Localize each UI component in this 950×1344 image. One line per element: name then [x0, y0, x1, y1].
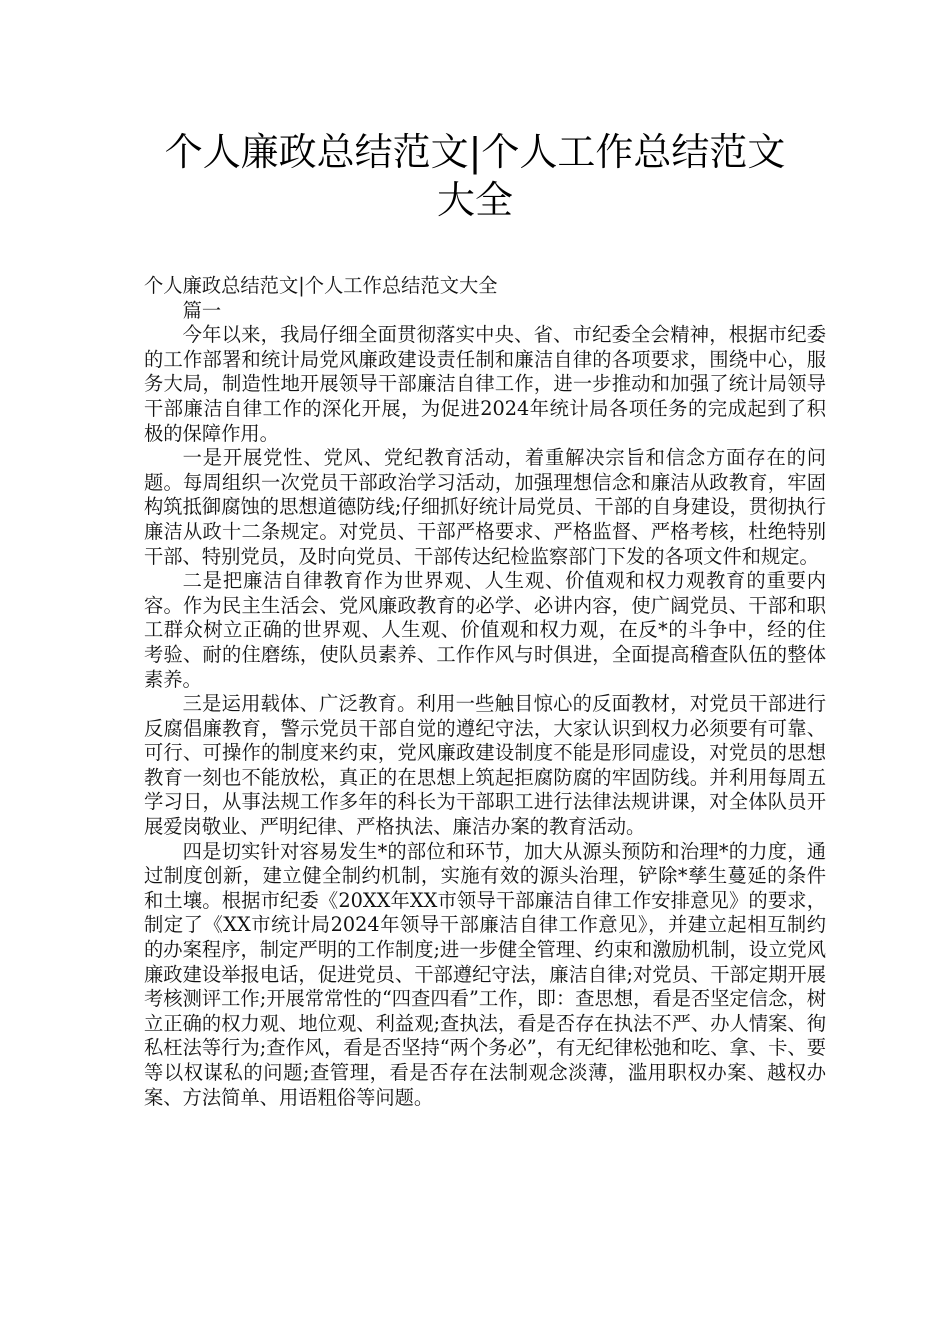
- paragraph-3: 二是把廉洁自律教育作为世界观、人生观、价值观和权力观教育的重要内容。作为民主生活会、党风廉政教育的必学、必讲内容，使广阔党员、干部和职工群众树立正确的世界观、人生观、价值观和权力观，在反*的斗争中，经的住考验、耐的住磨练，使队员素养、工作作风与时俱进，全面提高稽查队伍的整体素养。: [144, 569, 826, 691]
- section-label: 篇一: [182, 298, 222, 322]
- document-body: [144, 274, 826, 1110]
- title-line-2: 大全: [436, 178, 513, 222]
- paragraph-5: 四是切实针对容易发生*的部位和环节，加大从源头预防和治理*的力度，通过制度创新，建立健全制约机制，实施有效的源头治理，铲除*孳生蔓延的条件和土壤。根据市纪委《20XX年XX市领导干部廉洁自律工作安排意见》的要求，制定了《XX市统计局2024年领导干部廉洁自律工作意见》，并建立起相互制约的办案程序，制定严明的工作制度;进一步健全管理、约束和激励机制，设立党风廉政建设举报电话，促进党员、干部遵纪守法，廉洁自律;对党员、干部定期开展考核测评工作;开展常常性的“四查四看”工作，即：查思想，看是否坚定信念，树立正确的权力观、地位观、利益观;查执法，看是否存在执法不严、办人情案、徇私枉法等行为;查作风，看是否坚持“两个务必”，有无纪律松弛和吃、拿、卡、要等以权谋私的问题;查管理，看是否存在法制观念淡薄，滥用职权办案、越权办案、方法简单、用语粗俗等问题。: [144, 839, 826, 1109]
- paragraph-4: 三是运用载体、广泛教育。利用一些触目惊心的反面教材，对党员干部进行反腐倡廉教育，警示党员干部自觉的遵纪守法，大家认识到权力必须要有可靠、可行、可操作的制度来约束，党风廉政建设制度不能是形同虚设，对党员的思想教育一刻也不能放松，真正的在思想上筑起拒腐防腐的牢固防线。并利用每周五学习日，从事法规工作多年的科长为干部职工进行法律法规讲课，对全体队员开展爱岗敬业、严明纪律、严格执法、廉洁办案的教育活动。: [144, 692, 826, 839]
- title-line-1: 个人廉政总结范文|个人工作总结范文: [164, 130, 786, 174]
- paragraph-1: 今年以来，我局仔细全面贯彻落实中央、省、市纪委全会精神，根据市纪委的工作部署和统计局党风廉政建设责任制和廉洁自律的各项要求，围绕中心，服务大局，制造性地开展领导干部廉洁自律工作，进一步推动和加强了统计局领导干部廉洁自律工作的深化开展，为促进2024年统计局各项任务的完成起到了积极的保障作用。: [144, 323, 826, 445]
- document-title: [100, 128, 850, 224]
- document-subtitle: 个人廉政总结范文|个人工作总结范文大全: [144, 274, 498, 297]
- paragraph-2: 一是开展党性、党风、党纪教育活动，着重解决宗旨和信念方面存在的问题。每周组织一次党员干部政治学习活动，加强理想信念和廉洁从政教育，牢固构筑抵御腐蚀的思想道德防线;仔细抓好统计局党员、干部的自身建设，贯彻执行廉洁从政十二条规定。对党员、干部严格要求、严格监督、严格考核，杜绝特别干部、特别党员，及时向党员、干部传达纪检监察部门下发的各项文件和规定。: [144, 446, 826, 568]
